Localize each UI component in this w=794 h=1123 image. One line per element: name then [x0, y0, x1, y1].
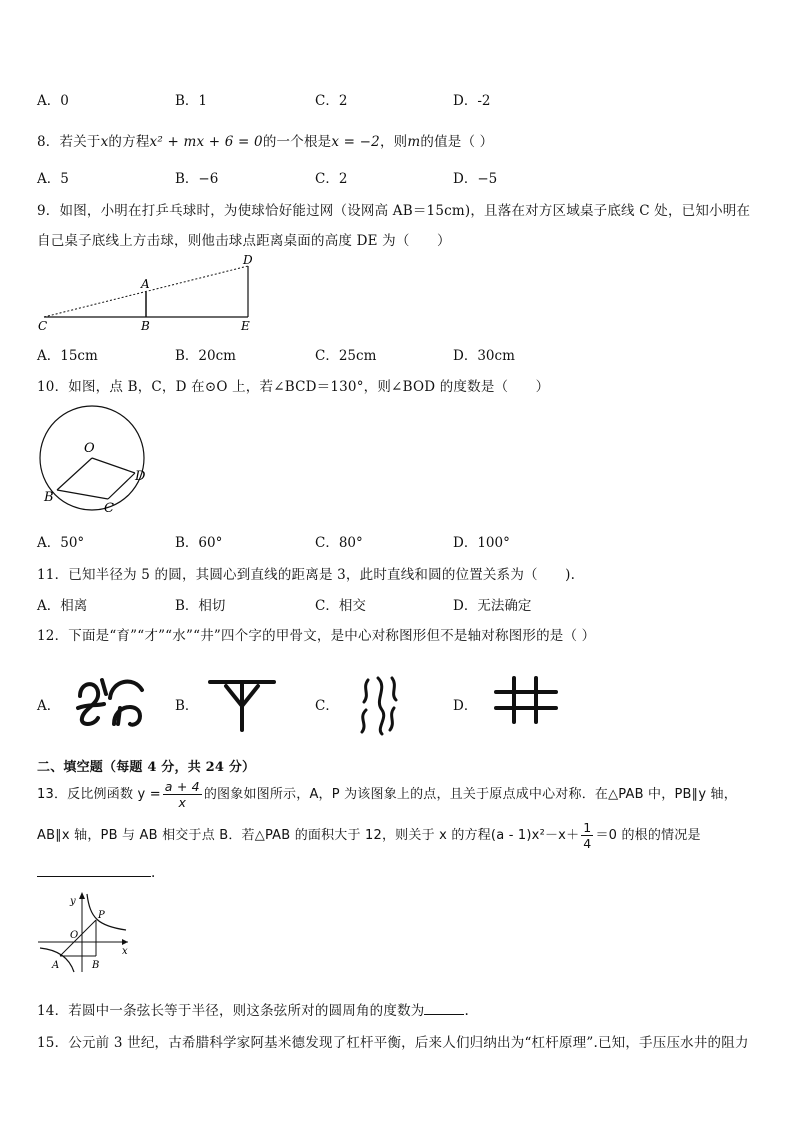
q12-glyph-cai [206, 676, 278, 734]
q8-text: 的一个根是 [262, 134, 332, 150]
q10-label-o: O [84, 441, 95, 456]
q8-option-d: D．−5 [453, 171, 498, 187]
q9-label-a: A [141, 277, 150, 291]
q13-text: 的图象如图所示，A，P 为该图象上的点，且关于原点成中心对称．在△PAB 中，PB∥y 轴， [203, 787, 737, 802]
q8-stem [37, 130, 493, 150]
q13-label-a: A [52, 960, 60, 971]
q13-line2 [37, 820, 701, 852]
q10-radius-ob [57, 458, 92, 490]
q13-figure [34, 890, 134, 974]
q10-chord-cd [108, 473, 135, 499]
q9-option-d: D．30cm [453, 348, 515, 364]
q7-option-c: C．2 [315, 93, 348, 109]
q13-fraction-a-plus-4-over-x [163, 779, 202, 810]
q10-option-d: D．100° [453, 535, 510, 551]
q8-option-b: B．−6 [175, 171, 219, 187]
q13-fraction-one-quarter [581, 820, 593, 851]
q11-option-b: B．相切 [175, 598, 226, 614]
q10-option-c: C．80° [315, 535, 363, 551]
q8-root: x = −2 [331, 134, 380, 150]
q14-answer-blank[interactable] [424, 1002, 464, 1015]
q9-line2: 自己桌子底线上方击球，则他击球点距离桌面的高度 DE 为（ ） [37, 233, 451, 249]
q13-frac2-num: 1 [583, 820, 592, 835]
q13-frac-den: x [178, 795, 187, 810]
q13-answer-blank[interactable] [37, 864, 151, 877]
q13-frac-num: a + 4 [164, 779, 200, 794]
q7-option-b: B．1 [175, 93, 208, 109]
q15-stem: 15．公元前 3 世纪，古希腊科学家阿基米德发现了杠杆平衡，后来人们归纳出为“杠杆原理”.已知，手压压水井的阻力 [37, 1035, 749, 1051]
q8-text: 8．若关于 [37, 134, 101, 150]
q12-glyph-shui [354, 674, 402, 736]
q9-line1: 9．如图，小明在打乒乓球时，为使球恰好能过网（设网高 AB＝15cm)，且落在对方区域桌子底线 C 处，已知小明在 [37, 203, 751, 219]
q9-option-b: B．20cm [175, 348, 236, 364]
q13-x-arrow-icon [122, 939, 128, 945]
q9-label-b: B [141, 319, 150, 333]
q13-answer-line [37, 864, 156, 881]
q13-label-x: x [122, 946, 128, 957]
q12-glyph-yu [74, 668, 150, 730]
q13-label-p: P [98, 910, 105, 921]
q13-label-y: y [70, 896, 76, 907]
q7-option-d: D．-2 [453, 93, 491, 109]
q12-label-b: B． [175, 698, 199, 714]
q12-stem: 12．下面是“育”“才”“水”“井”四个字的甲骨文，是中心对称图形但不是轴对称图形的是（ ） [37, 628, 596, 644]
q12-label-d: D． [453, 698, 478, 714]
q13-y-arrow-icon [79, 892, 85, 899]
q10-label-d: D [135, 469, 146, 484]
q13-frac2-den: 4 [583, 836, 592, 851]
q8-var-x: x [100, 134, 109, 150]
q14-stem [37, 999, 469, 1019]
q8-text: 的值是（ ） [420, 134, 494, 150]
q11-option-d: D．无法确定 [453, 598, 532, 614]
q8-var-m: m [407, 134, 421, 150]
q8-equation: x² + mx + 6 = 0 [149, 134, 263, 150]
q10-radius-od [92, 458, 135, 473]
q10-label-c: C [104, 501, 114, 516]
q13-period: . [151, 865, 156, 881]
q14-text: 14．若圆中一条弦长等于半径，则这条弦所对的圆周角的度数为 [37, 1003, 425, 1019]
section2-heading: 二、填空题（每题 4 分，共 24 分） [37, 760, 256, 775]
q8-text: 的方程 [108, 134, 150, 150]
q10-option-b: B．60° [175, 535, 223, 551]
q13-text: AB∥x 轴，PB 与 AB 相交于点 B．若△PAB 的面积大于 12，则关于 x 的方程(a - 1)x²－x＋ [37, 828, 580, 843]
q13-line1 [37, 779, 737, 811]
q14-period: . [464, 1003, 469, 1019]
q11-option-c: C．相交 [315, 598, 366, 614]
q8-text: ，则 [379, 134, 408, 150]
q13-text: ＝0 的根的情况是 [595, 828, 701, 843]
q12-label-a: A． [37, 698, 61, 714]
q8-option-c: C．2 [315, 171, 348, 187]
q8-option-a: A．5 [37, 171, 69, 187]
q9-option-c: C．25cm [315, 348, 377, 364]
q9-label-c: C [38, 319, 48, 333]
q12-label-c: C． [315, 698, 339, 714]
q10-chord-bc [57, 490, 108, 499]
q7-option-a: A．0 [37, 93, 69, 109]
q10-label-b: B [44, 490, 54, 505]
q13-label-o: O [70, 930, 79, 941]
q9-label-e: E [241, 319, 250, 333]
q9-figure [30, 252, 270, 334]
q11-option-a: A．相离 [37, 598, 88, 614]
q11-stem: 11．已知半径为 5 的圆，其圆心到直线的距离是 3，此时直线和圆的位置关系为（ ). [37, 567, 576, 583]
q9-option-a: A．15cm [37, 348, 98, 364]
q12-glyph-jing [494, 676, 558, 724]
q9-label-d: D [243, 253, 253, 267]
q13-text: 13．反比例函数 y = [37, 787, 161, 802]
q13-label-b: B [92, 960, 100, 971]
q10-stem: 10．如图，点 B，C，D 在⊙O 上，若∠BCD＝130°，则∠BOD 的度数是（ ） [37, 379, 550, 395]
q10-figure [30, 402, 160, 520]
q13-curve-q1 [87, 894, 126, 930]
q10-option-a: A．50° [37, 535, 85, 551]
